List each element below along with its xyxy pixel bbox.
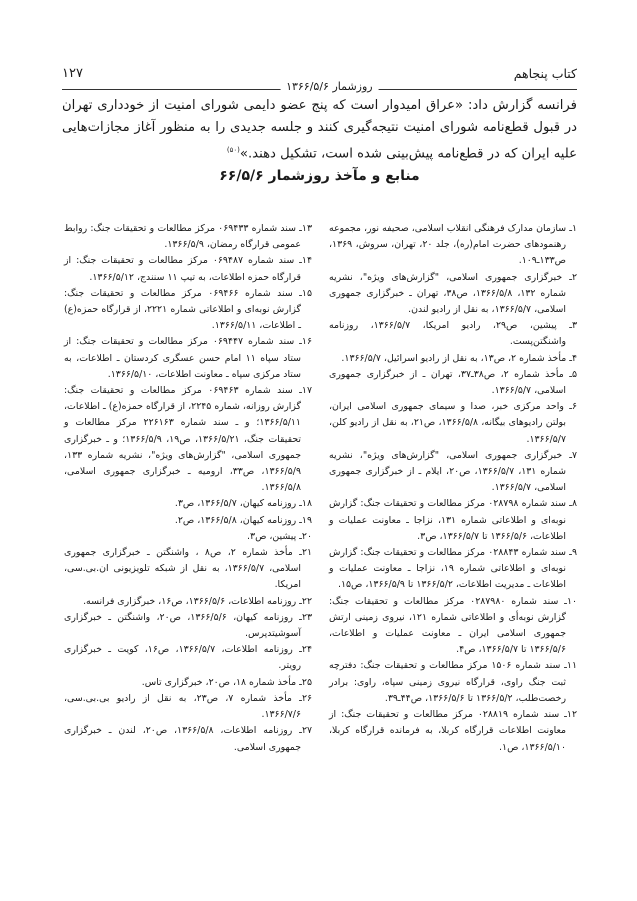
reference-item: ۵ـ مأخذ شماره ۲، ص۳۸ـ۳۷، تهران ـ از خبرگزاری جمهوری اسلامی، ۱۳۶۶/۵/۷. [329,368,577,397]
running-head: روزشمار ۱۳۶۶/۵/۶ [280,80,379,93]
reference-item: ۲۵ـ مأخذ شماره ۱۸، ص۲۰، خبرگزاری تاس. [141,676,312,688]
reference-item: ۶ـ واحد مرکزی خبر، صدا و سیمای جمهوری اسلامی ایران، بولتن رادیوهای بیگانه، ۱۳۶۶/۵/۸، ص۲۱، به نقل از رادیو کلن، ۱۳۶۶/۵/۷. [329,401,577,445]
reference-item: ۱۰ـ سند شماره ۰۲۸۷۹۸۰ مرکز مطالعات و تحقیقات جنگ: گزارش نوبه‌أی و اطلاعاتی شماره ۱۲۱، نیروی زمینی ارتش جمهوری اسلامی ایران ـ معاونت عملیات و اطلاعات، ۱۳۶۶/۵/۶ تا ۱۳۶۶/۵/۷، ص۴. [329,595,578,656]
reference-item: ۱۷ـ سند شماره ۰۶۹۴۶۳ مرکز مطالعات و تحقیقات جنگ: گزارش روزانه، شماره ۲۲۴۵، از قرارگاه حمزه(ع) ـ اطلاعات، ۱۳۶۶/۵/۱۱؛ و ـ سند شماره ۲۲۶۱۶۳ مرکز مطالعات و تحقیقات جنگ، ۱۳۶۶/۵/۲۱، ص۱۹، ۱۳۶۶/۵/۹؛ و ـ خبرگزاری جمهوری اسلامی، "گزارش‌های ویژه"، نشریه شماره ۱۳۳، ۱۳۶۶/۵/۹، ص۳۳، ارومیه ـ خبرگزاری جمهوری اسلامی، ۱۳۶۶/۵/۸. [64,385,312,494]
section-title: منابع و مآخذ روزشمار ۶۶/۵/۶ [219,168,420,184]
reference-item: ۱۲ـ سند شماره ۰۲۸۸۱۹ مرکز مطالعات و تحقیقات جنگ: از معاونت اطلاعات قرارگاه کربلا، به فرمانده قرارگاه کربلا، ۱۳۶۶/۵/۱۰، ص۱. [329,709,577,753]
reference-item: ۲ـ خبرگزاری جمهوری اسلامی، "گزارش‌های ویژه"، نشریه شماره ۱۳۲، ۱۳۶۶/۵/۸، ص۳۸، تهران ـ خبرگزاری جمهوری اسلامی، ۱۳۶۶/۵/۷، به نقل از رادیو لندن. [329,271,577,316]
body-paragraph [62,95,577,165]
reference-item: ۲۴ـ روزنامه اطلاعات، ۱۳۶۶/۵/۷، ص۱۶، کویت ـ خبرگزاری رویتر. [64,644,312,672]
reference-item: ۲۳ـ روزنامه کیهان، ۱۳۶۶/۵/۶، ص۲۰، واشنگتن ـ خبرگزاری آسوشیتدپرس. [64,611,313,640]
reference-item: ۱۱ـ سند شماره ۱۵۰۶ مرکز مطالعات و تحقیقات جنگ: دفترچه ثبت جنگ راوی، قرارگاه نیروی زمینی سپاه، راوی: برادر رخصت‌طلب، ۱۳۶۶/۵/۲ تا ۱۳۶۶/۵/۶، ص۴۴ـ۳۹. [329,660,577,704]
reference-item: ۱ـ سازمان مدارک فرهنگی انقلاب اسلامی، صحیفه نور، مجموعه رهنمودهای حضرت امام(ره)، جلد ۲۰، تهران، سروش، ۱۳۶۹، ص۱۳۳ـ۱۰۹. [329,223,577,267]
reference-item: ۲۰ـ پیشین، ص۳. [247,530,312,542]
reference-item: ۱۹ـ روزنامه کیهان، ۱۳۶۶/۵/۸، ص۲. [174,514,312,526]
reference-item: ۲۲ـ روزنامه اطلاعات، ۱۳۶۶/۵/۶، ص۱۶، خبرگزاری فرانسه. [83,595,312,607]
reference-item: ۱۵ـ سند شماره ۰۶۹۴۶۶ مرکز مطالعات و تحقیقات جنگ: گزارش نوبه‌ای و اطلاعاتی شماره ۲۲۲۱، از قرارگاه حمزه(ع) ـ اطلاعات، ۱۳۶۶/۵/۱۱. [64,287,312,332]
reference-item: ۴ـ مأخذ شماره ۲، ص۱۳، به نقل از رادیو اسرائیل، ۱۳۶۶/۵/۷. [341,352,577,364]
reference-item: ۱۴ـ سند شماره ۰۶۹۴۸۷ مرکز مطالعات و تحقیقات جنگ: از قرارگاه حمزه اطلاعات، به تیپ ۱۱ سنندج، ۱۳۶۶/۵/۱۲. [64,255,312,283]
reference-item: ۳ـ پیشین، ص۲۹، رادیو امریکا، ۱۳۶۶/۵/۷، روزنامه واشنگتن‌پست. [329,320,577,348]
reference-item: ۲۷ـ روزنامه اطلاعات، ۱۳۶۶/۵/۸، ص۲۰، لندن ـ خبرگزاری جمهوری اسلامی. [64,725,313,753]
reference-item: ۱۶ـ سند شماره ۰۶۹۴۴۷ مرکز مطالعات و تحقیقات جنگ: از ستاد سپاه ۱۱ امام حسن عسگری کردستان ـ اطلاعات، به ستاد مرکزی سپاه ـ معاونت اطلاعات، ۱۳۶۶/۵/۱۰. [64,336,312,380]
reference-item: ۲۶ـ مأخذ شماره ۷، ص۲۳، به نقل از رادیو بی.بی.سی، ۱۳۶۶/۷/۶. [64,692,313,721]
page-header [62,62,577,92]
reference-item: ۹ـ سند شماره ۰۲۸۸۴۳ مرکز مطالعات و تحقیقات جنگ: گزارش نوبه‌ای و اطلاعاتی شماره ۱۹، نزاجا ـ معاونت عملیات و اطلاعات ـ مدیریت اطلاعات، ۱۳۶۶/۵/۲ تا ۱۳۶۶/۵/۹، ص۱۵. [329,547,577,591]
reference-item: ۷ـ خبرگزاری جمهوری اسلامی، "گزارش‌های ویژه"، نشریه شماره ۱۳۱، ۱۳۶۶/۵/۷، ص۲۰، ایلام ـ از خبرگزاری جمهوری اسلامی، ۱۳۶۶/۵/۷. [329,449,577,494]
footnote-marker: (۵۰) [226,146,240,154]
reference-item: ۲۱ـ مأخذ شماره ۲، ص۸ ، واشنگتن ـ خبرگزاری جمهوری اسلامی، ۱۳۶۶/۵/۷، به نقل از شبکه تلویزیونی ان.بی.سی، امریکا. [64,547,313,591]
reference-item: ۱۳ـ سند شماره ۰۶۹۴۳۳ مرکز مطالعات و تحقیقات جنگ: روابط عمومی قرارگاه رمضان، ۱۳۶۶/۵/۹. [64,223,312,251]
page-number: ۱۲۷ [62,66,83,81]
book-title: کتاب پنجاهم [513,66,577,81]
references-right-column [329,221,577,756]
references-left-column [64,221,312,756]
reference-item: ۸ـ سند شماره ۰۲۸۷۹۸ مرکز مطالعات و تحقیقات جنگ: گزارش نوبه‌ای و اطلاعاتی شماره ۱۳۱، نزاجا ـ معاونت عملیات و اطلاعات، ۱۳۶۶/۵/۶ تا ۱۳۶۶/۵/۷، ص۳. [329,498,577,542]
paragraph-text: فرانسه گزارش داد: «عراق امیدوار است که پنج عضو دایمی شورای امنیت از خودداری تهران در قبول قطع‌نامه شورای امنیت نتیجه‌گیری کنند و جلسه جدیدی را به منظور آغاز مجازات‌هایی علیه ایران که در قطع‌نامه پیش‌بینی شده است، تشکیل دهند.» [62,98,577,162]
reference-item: ۱۸ـ روزنامه کیهان، ۱۳۶۶/۵/۷، ص۳. [174,498,312,510]
